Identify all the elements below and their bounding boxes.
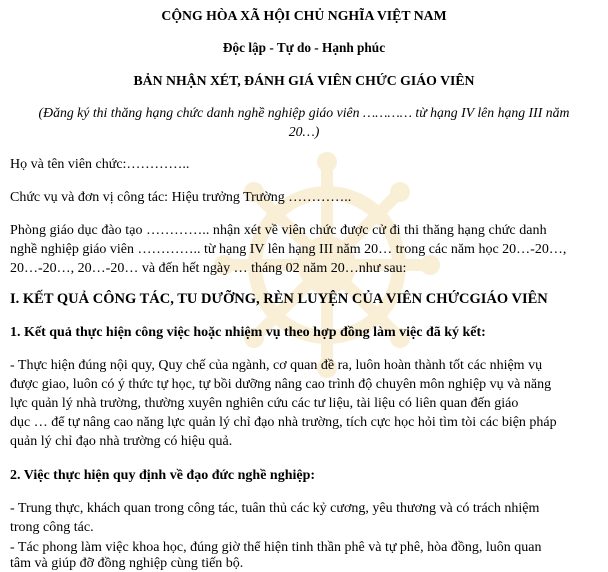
- intro-line-1: Phòng giáo dục đào tạo ………….. nhận xét về viên chức được cử đi thi thăng hạng chức danh: [10, 223, 547, 238]
- sub2-item-1-line-2: trong công tác.: [10, 520, 94, 535]
- sub1-text-line-1: - Thực hiện đúng nội quy, Quy chế của ngành, cơ quan đề ra, luôn hoàn thành tốt các nhiệm vụ: [10, 358, 543, 373]
- nation-header: CỘNG HÒA XÃ HỘI CHỦ NGHĨA VIỆT NAM: [161, 8, 447, 23]
- sub2-item-1-line-1: - Trung thực, khách quan trong công tác, tuân thủ các kỷ cương, yêu thương và có trách nhiệm: [10, 501, 540, 516]
- sub1-text-line-2: được giao, luôn có ý thức tự học, tự bồi dưỡng nâng cao trình độ chuyên môn nghiệp vụ và năng: [10, 377, 552, 392]
- sub1-text-line-3: lực quản lý nhà trường, thường xuyên nghiên cứu các tư liệu, tài liệu có liên quan đến giáo: [10, 396, 519, 411]
- intro-line-3: 20…-20…, 20…-20… và đến hết ngày … tháng 02 năm 20…như sau:: [10, 261, 407, 276]
- motto: Độc lập - Tự do - Hạnh phúc: [222, 40, 386, 55]
- section-1-heading: I. KẾT QUẢ CÔNG TÁC, TU DƯỠNG, RÈN LUYỆN CỦA VIÊN CHỨCGIÁO VIÊN: [10, 291, 548, 307]
- sub2-item-2-line-2: tâm và giúp đỡ đồng nghiệp cùng tiến bộ.: [10, 556, 244, 571]
- subsection-2-heading: 2. Việc thực hiện quy định về đạo đức nghề nghiệp:: [10, 468, 316, 483]
- sub2-item-2-line-1: - Tác phong làm việc khoa học, đúng giờ thể hiện tinh thần phê và tự phê, hòa đồng, luôn quan: [10, 540, 542, 555]
- employee-name-field: Họ và tên viên chức:…………..: [10, 157, 190, 172]
- position-field: Chức vụ và đơn vị công tác: Hiệu trưởng Trường …………..: [10, 190, 352, 205]
- intro-line-2: nghề nghiệp giáo viên ………….. từ hạng IV lên hạng III năm 20… trong các năm học 20…-20…,: [10, 242, 567, 257]
- sub1-text-line-4: dục … để tự nâng cao năng lực quản lý chỉ đạo nhà trường, tích cực học hỏi tìm tòi các biện pháp: [10, 415, 557, 430]
- sub1-text-line-5: quản lý chỉ đạo nhà trường có hiệu quả.: [10, 434, 233, 449]
- subsection-1-heading: 1. Kết quả thực hiện công việc hoặc nhiệm vụ theo hợp đồng làm việc đã ký kết:: [10, 325, 486, 340]
- subtitle-line-2: 20…): [288, 124, 320, 139]
- document-title: BẢN NHẬN XÉT, ĐÁNH GIÁ VIÊN CHỨC GIÁO VIÊN: [133, 73, 475, 88]
- subtitle-line-1: (Đăng ký thi thăng hạng chức danh nghề nghiệp giáo viên ………… từ hạng IV lên hạng III năm: [38, 105, 570, 120]
